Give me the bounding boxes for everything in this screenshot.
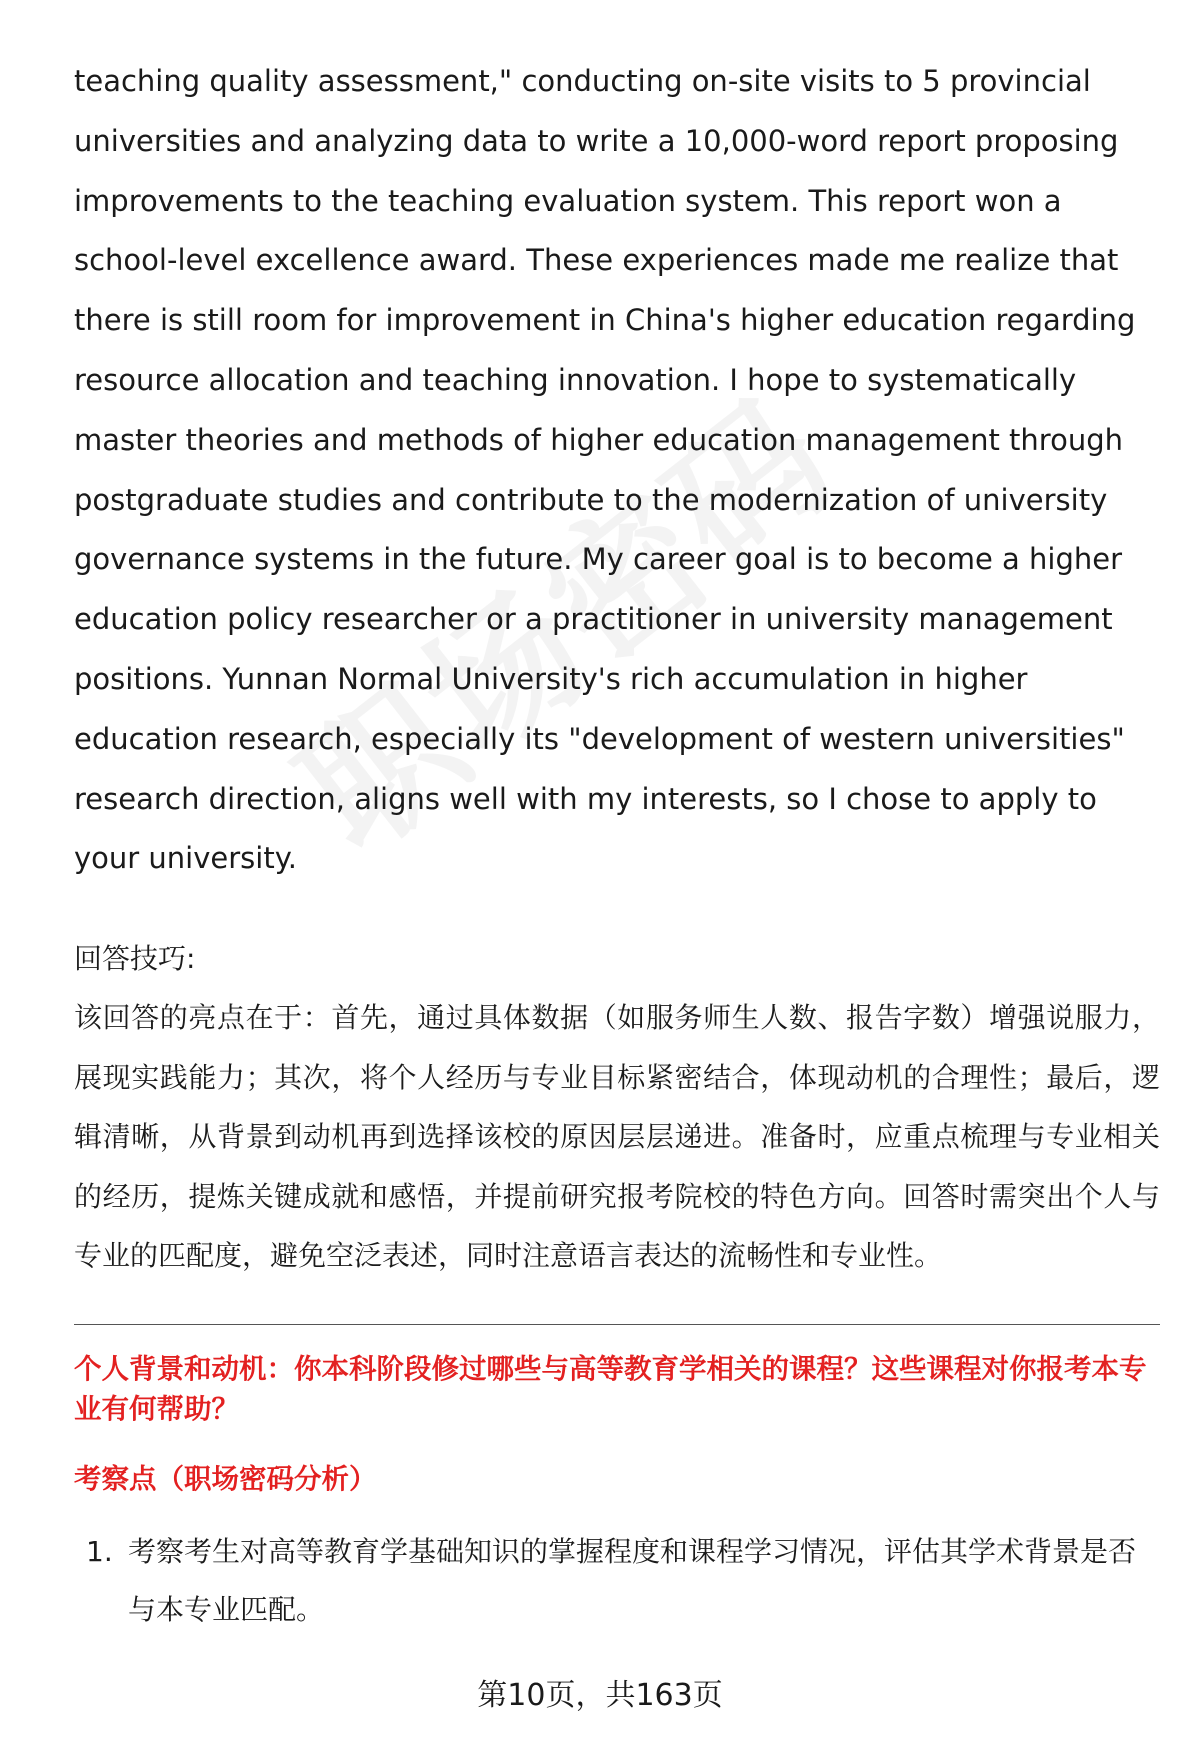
page-number-footer: 第10页，共163页 bbox=[477, 1678, 723, 1713]
tips-body-text: 该回答的亮点在于：首先，通过具体数据（如服务师生人数、报告字数）增强说服力，展现实践能力；其次，将个人经历与专业目标紧密结合，体现动机的合理性；最后，逻辑清晰，从背景到动机再到选择该校的原因层层递进。准备时，应重点梳理与专业相关的经历，提炼关键成就和感悟，并提前研究报考院校的特色方向。回答时需突出个人与专业的匹配度，避免空泛表述，同时注意语言表达的流畅性和专业性。 bbox=[74, 1001, 1160, 1273]
assessment-point bbox=[74, 1523, 1160, 1639]
tips-heading: 回答技巧: bbox=[74, 942, 196, 976]
assessment-point-text: 考察考生对高等教育学基础知识的掌握程度和课程学习情况，评估其学术背景是否与本专业匹配。 bbox=[128, 1534, 1137, 1626]
answer-continuation-text: teaching quality assessment," conducting on-site visits to 5 provincial universities and analyzing data to write a 10,000-word report proposing improvements to the teaching evaluation system. This report won a school-level excellence award. These experiences made me realize that there is still room for improvement in China's higher education regarding resource allocation and teaching innovation. I hope to systematically master theories and methods of higher education management through postgraduate studies and contribute to the modernization of university governance systems in the future. My career goal is to become a higher education policy researcher or a practitioner in university management positions. Yunnan Normal University's rich accumulation in higher education research, especially its "development of western universities" research direction, aligns well with my interests, so I chose to apply to your university. bbox=[74, 64, 1136, 876]
interview-question: 个人背景和动机：你本科阶段修过哪些与高等教育学相关的课程？这些课程对你报考本专业有何帮助？ bbox=[74, 1352, 1147, 1425]
page-content bbox=[74, 52, 1160, 1639]
assessment-point-list bbox=[74, 1523, 1160, 1639]
assessment-heading: 考察点（职场密码分析） bbox=[74, 1462, 377, 1495]
section-divider bbox=[74, 1324, 1160, 1325]
assessment-point-number: 1. bbox=[86, 1534, 113, 1568]
